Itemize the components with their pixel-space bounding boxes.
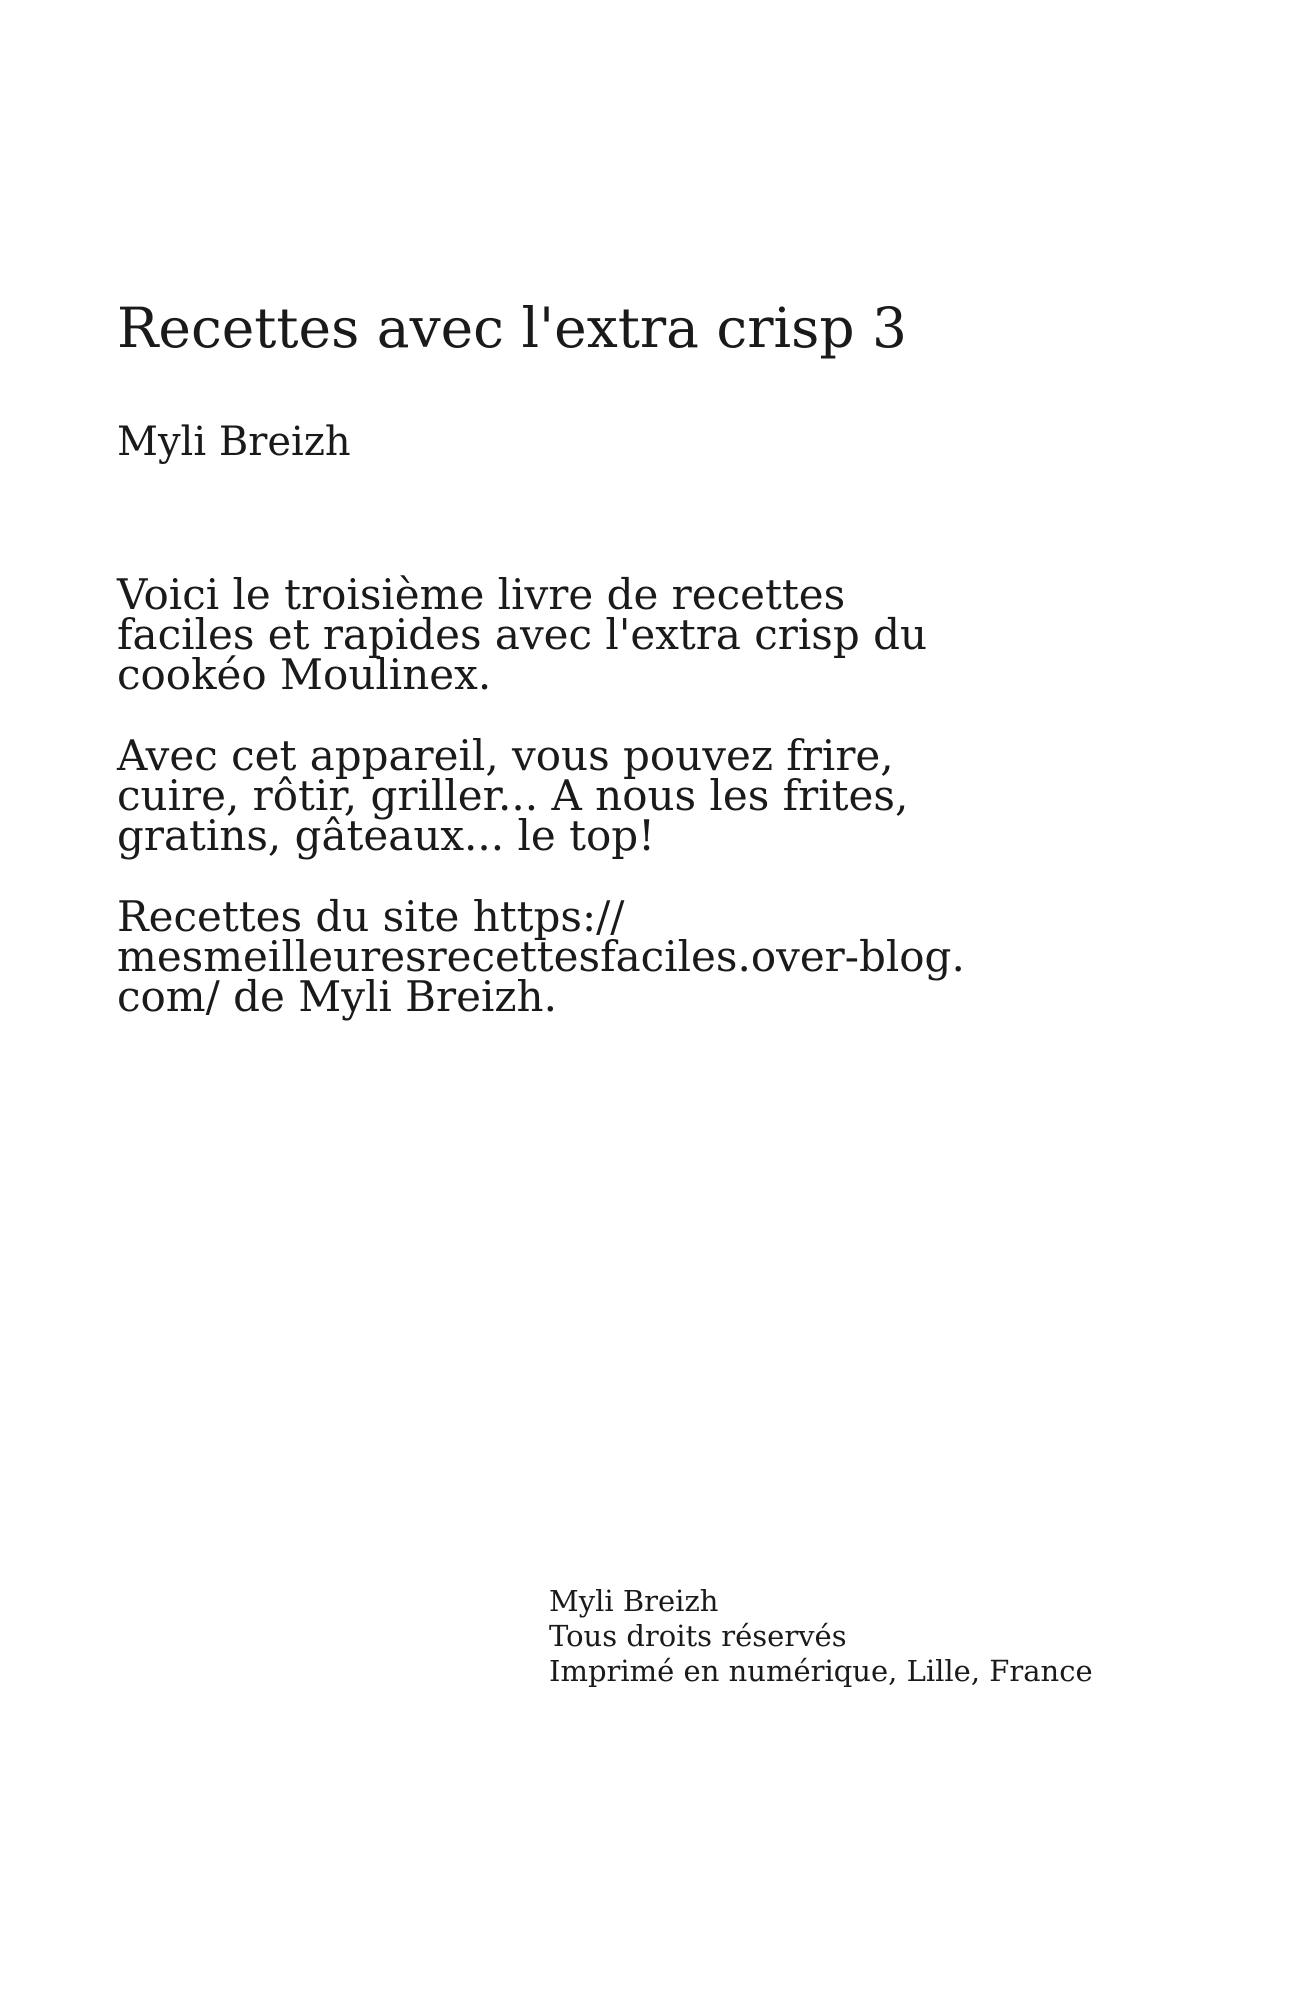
imprint-author: Myli Breizh — [549, 1584, 719, 1618]
description-paragraph: Avec cet appareil, vous pouvez frire, cuire, rôtir, griller... A nous les frites, gratins, gâteaux... le top! — [117, 731, 909, 860]
book-description — [117, 570, 997, 1058]
imprint-rights: Tous droits réservés — [549, 1619, 847, 1653]
description-paragraph: Recettes du site https:// mesmeilleuresrecettesfaciles.over-blog. com/ de Myli Breizh. — [117, 892, 965, 1021]
description-paragraph: Voici le troisième livre de recettes faciles et rapides avec l'extra crisp du cookéo Moulinex. — [117, 570, 928, 699]
imprint-printed: Imprimé en numérique, Lille, France — [549, 1654, 1093, 1688]
imprint-block — [549, 1584, 1093, 1689]
book-author: Myli Breizh — [117, 419, 351, 465]
book-title: Recettes avec l'extra crisp 3 — [117, 296, 908, 360]
